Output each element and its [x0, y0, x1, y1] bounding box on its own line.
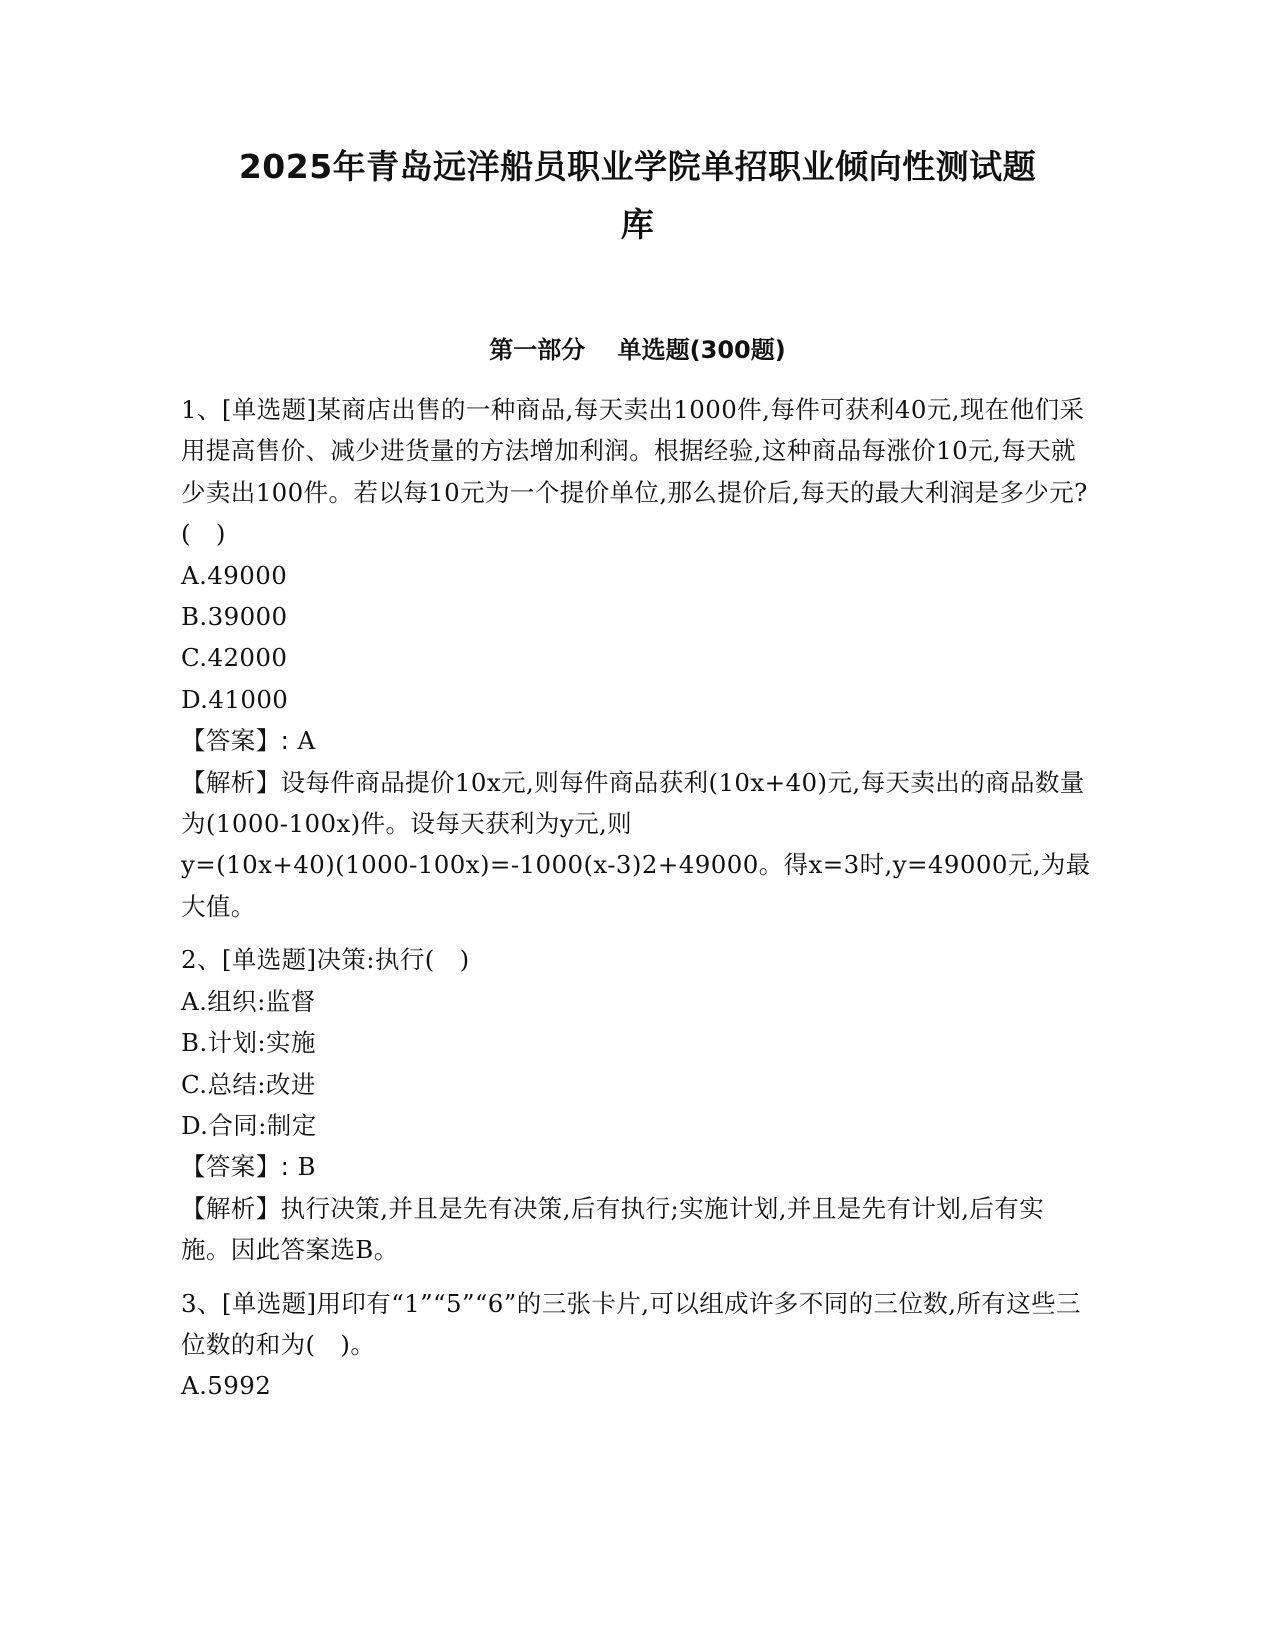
analysis-label: 【解析】: [181, 767, 281, 797]
answer-label: 【答案】:: [181, 726, 290, 756]
document-title: [180, 138, 1095, 254]
answer-line: [181, 1146, 1091, 1187]
answer-value: A: [297, 726, 316, 756]
document-title-line2: 库: [620, 205, 655, 244]
question-item: [181, 939, 1091, 1270]
option-d: D.合同:制定: [181, 1110, 317, 1140]
document-title-line1: 2025年青岛远洋船员职业学院单招职业倾向性测试题: [238, 147, 1037, 186]
analysis-continuation: y=(10x+40)(1000-100x)=-1000(x-3)2+49000。得x=3时,y=49000元,为最大值。: [181, 850, 1091, 921]
option-b: B.计划:实施: [181, 1028, 316, 1058]
option-c: C.42000: [181, 643, 288, 673]
question-stem: 3、[单选题]用印有“1”“5”“6”的三张卡片,可以组成许多不同的三位数,所有这些三位数的和为( )。: [181, 1288, 1081, 1359]
answer-line: [181, 720, 1091, 761]
analysis-text: 执行决策,并且是先有决策,后有执行;实施计划,并且是先有计划,后有实施。因此答案选B。: [181, 1193, 1045, 1265]
option-a: A.5992: [181, 1371, 272, 1401]
question-stem: 1、[单选题]某商店出售的一种商品,每天卖出1000件,每件可获利40元,现在他们采用提高售价、减少进货量的方法增加利润。根据经验,这种商品每涨价10元,每天就少卖出100件。若以每10元为一个提价单位,那么提价后,每天的最大利润是多少元?( ): [181, 395, 1088, 549]
question-list: [181, 389, 1091, 1419]
option-a: A.组织:监督: [181, 986, 316, 1016]
analysis-block: [181, 1188, 1091, 1271]
question-item: [181, 1283, 1091, 1407]
answer-label: 【答案】:: [181, 1152, 290, 1182]
analysis-text: 设每件商品提价10x元,则每件商品获利(10x+40)元,每天卖出的商品数量为(1000-100x)件。设每天获利为y元,则: [181, 767, 1085, 839]
answer-value: B: [297, 1152, 316, 1182]
option-d: D.41000: [181, 684, 289, 714]
question-stem: 2、[单选题]决策:执行( ): [181, 945, 470, 975]
option-c: C.总结:改进: [181, 1069, 316, 1099]
question-item: [181, 389, 1091, 927]
section-title: 第一部分 单选题(300题): [489, 336, 786, 364]
option-a: A.49000: [181, 560, 288, 590]
option-b: B.39000: [181, 602, 288, 632]
analysis-block: [181, 762, 1091, 845]
analysis-label: 【解析】: [181, 1193, 281, 1223]
